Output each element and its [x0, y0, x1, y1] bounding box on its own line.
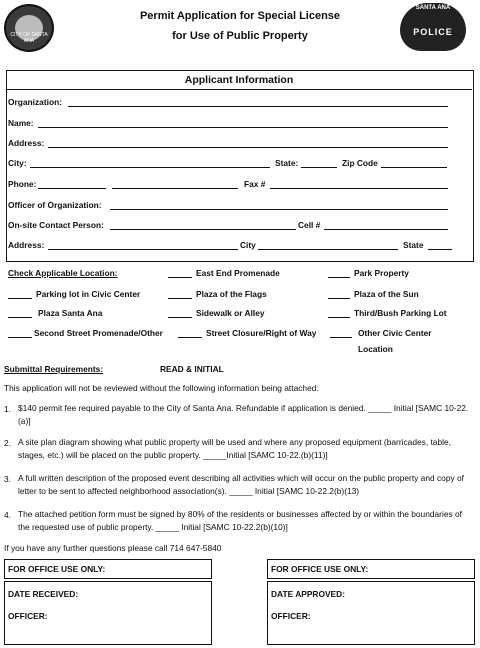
applicant-info-title: Applicant Information	[6, 72, 472, 90]
sun-checkline[interactable]	[328, 298, 350, 299]
date-received-label[interactable]: DATE RECEIVED:	[8, 589, 79, 599]
req-4-num: 4.	[4, 510, 11, 520]
state-label: State:	[275, 158, 299, 168]
zip-field[interactable]	[381, 167, 447, 168]
third-bush-label: Third/Bush Parking Lot	[354, 308, 447, 318]
officer-left-label[interactable]: OFFICER:	[8, 611, 48, 621]
req-4-text: The attached petition form must be signed by 80% of the residents or businesses affected by or within the boundaries of the requested use of public property. _____ Initial [SAMC 10-22.2(b)(10)]	[18, 509, 462, 532]
seal-text: CITY OF SANTA ANA	[10, 32, 48, 44]
east-end-label: East End Promenade	[196, 268, 280, 278]
phone-field-1[interactable]	[38, 188, 106, 189]
req-2-text: A site plan diagram showing what public property will be used and where any proposed equipment (barricades, table, stages, etc.) will be placed on the public property. _____Initial [SAMC 10-22.(b)(11)]	[18, 437, 451, 460]
req-3-text: A full written description of the proposed event describing all activities which will occur on the public property and copy of letter to be sent to affected neighborhood association(s). _____ Initial [SAMC 10-22.2(b)(13)	[18, 473, 464, 496]
fax-label: Fax #	[244, 179, 266, 189]
address-label: Address:	[8, 138, 45, 148]
questions-text: If you have any further questions please call 714 647-5840	[4, 543, 222, 553]
second-street-checkline[interactable]	[8, 337, 32, 338]
police-badge-logo	[400, 3, 466, 51]
address-field[interactable]	[48, 147, 448, 148]
office-header-left-label: FOR OFFICE USE ONLY:	[8, 564, 106, 574]
city2-label: City	[240, 240, 256, 250]
other-civic-label-2: Location	[358, 344, 393, 354]
santa-ana-label: Plaza Santa Ana	[38, 308, 103, 318]
sun-label: Plaza of the Sun	[354, 289, 419, 299]
date-approved-label[interactable]: DATE APPROVED:	[271, 589, 345, 599]
fax-field[interactable]	[270, 188, 448, 189]
state-field[interactable]	[301, 167, 337, 168]
civic-lot-label: Parking lot in Civic Center	[36, 289, 141, 299]
form-title-line1: Permit Application for Special License	[139, 10, 341, 22]
onsite-contact-field[interactable]	[110, 229, 296, 230]
officer-label: Officer of Organization:	[8, 200, 102, 210]
address2-field[interactable]	[48, 249, 238, 250]
address2-label: Address:	[8, 240, 45, 250]
east-end-checkline[interactable]	[168, 277, 192, 278]
badge-small-text: SANTA ANA	[415, 5, 451, 11]
civic-lot-checkline[interactable]	[8, 298, 32, 299]
third-bush-checkline[interactable]	[328, 317, 350, 318]
name-field[interactable]	[38, 127, 448, 128]
officer-field[interactable]	[110, 209, 448, 210]
second-street-label: Second Street Promenade/Other	[34, 328, 163, 338]
form-title-line2: for Use of Public Property	[172, 30, 308, 42]
locations-heading: Check Applicable Location:	[8, 268, 118, 278]
flags-checkline[interactable]	[168, 298, 192, 299]
cell-label: Cell #	[298, 220, 321, 230]
city2-field[interactable]	[258, 249, 398, 250]
zip-label: Zip Code	[342, 158, 378, 168]
park-checkline[interactable]	[328, 277, 350, 278]
other-civic-label-1: Other Civic Center	[358, 328, 432, 338]
organization-field[interactable]	[68, 106, 448, 107]
req-1-text: $140 permit fee required payable to the City of Santa Ana. Refundable if application is denied. _____ Initial [SAMC 10-22.(a)]	[18, 403, 469, 426]
state2-label: State	[403, 240, 424, 250]
req-3-num: 3.	[4, 474, 11, 484]
officer-right-label[interactable]: OFFICER:	[271, 611, 311, 621]
organization-label: Organization:	[8, 97, 62, 107]
closure-checkline[interactable]	[178, 337, 202, 338]
city-field[interactable]	[30, 167, 270, 168]
city-label: City:	[8, 158, 27, 168]
badge-text: POLICE	[413, 27, 453, 37]
sidewalk-label: Sidewalk or Alley	[196, 308, 265, 318]
park-label: Park Property	[354, 268, 409, 278]
requirements-heading: Submittal Requirements:	[4, 364, 104, 374]
closure-label: Street Closure/Right of Way	[206, 328, 317, 338]
requirements-intro: This application will not be reviewed without the following information being attached:	[4, 383, 319, 393]
req-2-num: 2.	[4, 438, 11, 448]
phone-field-2[interactable]	[112, 188, 238, 189]
santa-ana-checkline[interactable]	[8, 317, 32, 318]
req-1-num: 1.	[4, 404, 11, 414]
name-label: Name:	[8, 118, 34, 128]
cell-field[interactable]	[324, 229, 448, 230]
flags-label: Plaza of the Flags	[196, 289, 267, 299]
other-civic-checkline[interactable]	[330, 337, 352, 338]
office-header-right-label: FOR OFFICE USE ONLY:	[271, 564, 369, 574]
phone-label: Phone:	[8, 179, 37, 189]
onsite-contact-label: On-site Contact Person:	[8, 220, 104, 230]
read-initial-label: READ & INITIAL	[160, 364, 224, 374]
applicant-info-box	[6, 70, 474, 262]
state2-field[interactable]	[428, 249, 452, 250]
sidewalk-checkline[interactable]	[168, 317, 192, 318]
